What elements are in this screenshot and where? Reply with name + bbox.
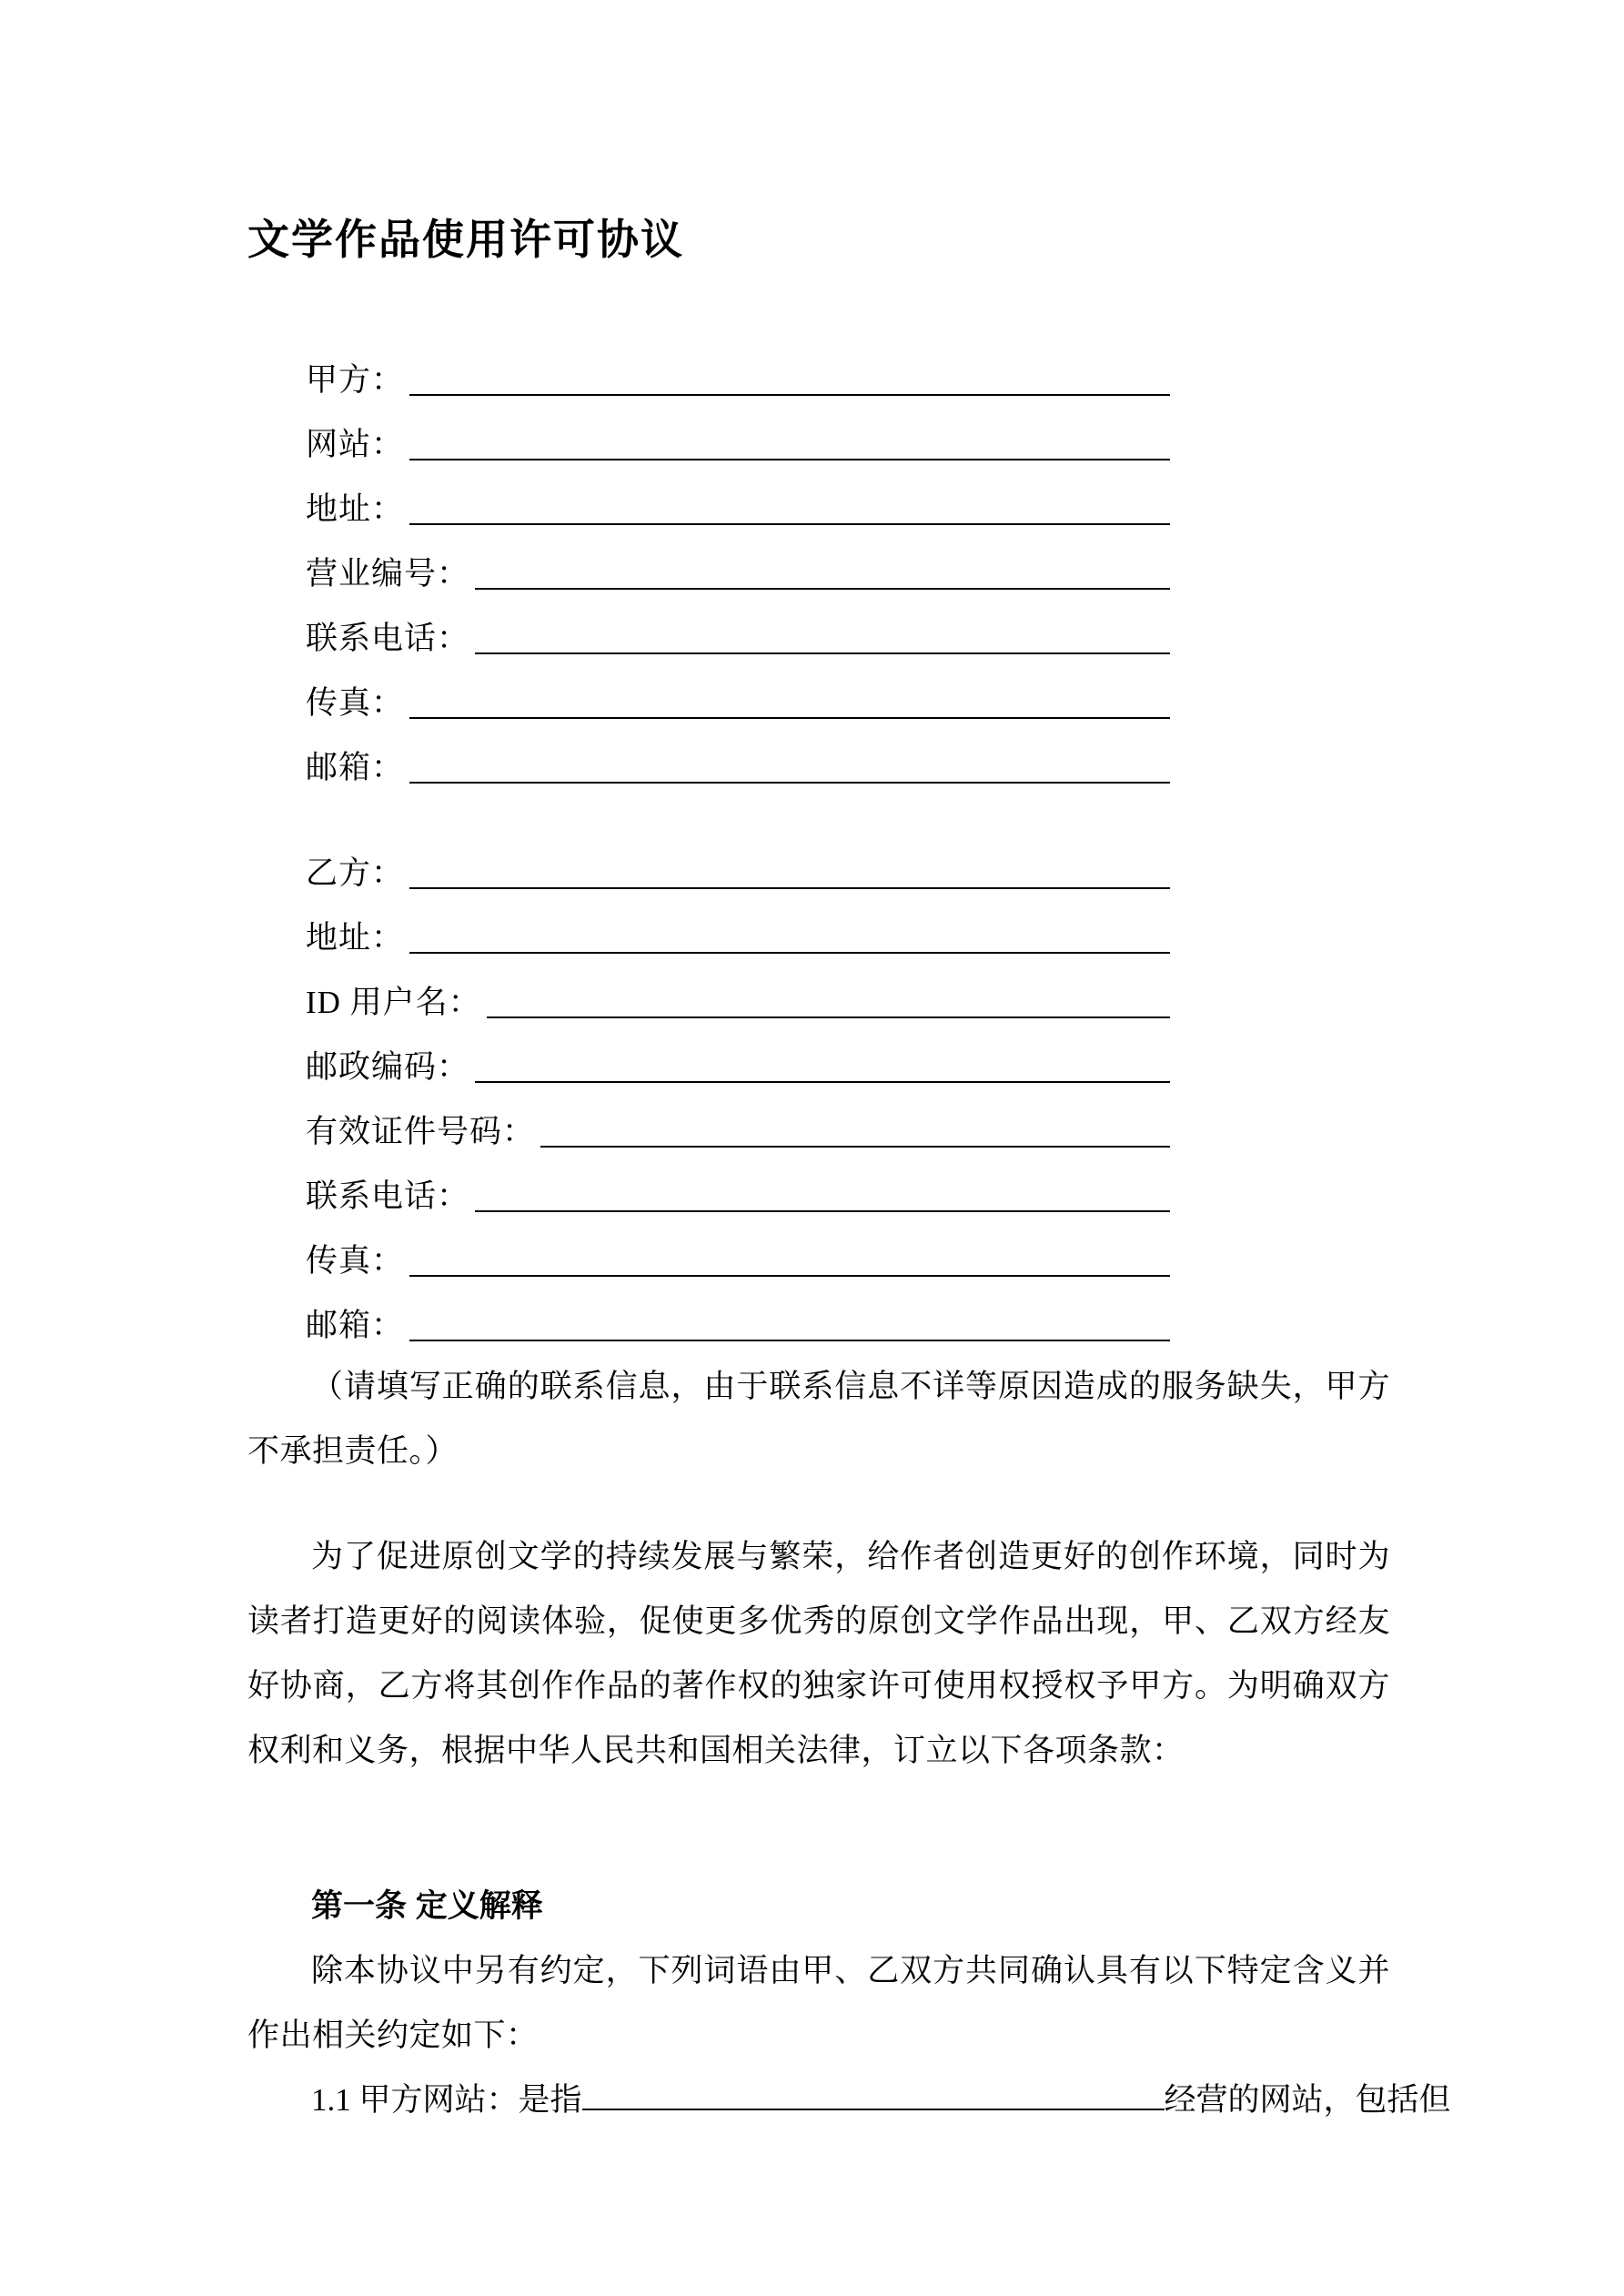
party-b-contact-block	[306, 835, 1170, 1352]
party-a-website-label: 网站：	[306, 427, 405, 462]
clause-1-1-prefix: 1.1 甲方网站：是指	[311, 2082, 582, 2118]
clause-1-1-suffix: 经营的网站，包括但	[1164, 2082, 1451, 2118]
party-a-business-number-blank-field[interactable]	[475, 588, 1170, 590]
party-b-postal-code-row	[306, 1029, 1170, 1094]
clause-1-1	[247, 2068, 1451, 2132]
party-a-email-label: 邮箱：	[306, 750, 405, 785]
party-a-phone-blank-field[interactable]	[475, 652, 1170, 654]
party-a-contact-block	[306, 342, 1170, 794]
party-a-business-number-row	[306, 536, 1170, 601]
party-a-business-number-label: 营业编号：	[306, 556, 470, 592]
clause-1-1-blank-field[interactable]	[582, 2079, 1165, 2110]
party-a-fax-label: 传真：	[306, 685, 405, 721]
party-a-fax-blank-field[interactable]	[409, 717, 1170, 719]
document-title: 文学作品使用许可协议	[247, 216, 684, 263]
party-b-phone-blank-field[interactable]	[475, 1210, 1170, 1212]
party-b-address-row	[306, 900, 1170, 965]
party-b-user-id-row	[306, 965, 1170, 1029]
party-a-address-row	[306, 471, 1170, 536]
party-b-postal-code-label: 邮政编码：	[306, 1049, 470, 1085]
party-b-fax-blank-field[interactable]	[409, 1275, 1170, 1277]
party-a-name-blank-field[interactable]	[409, 394, 1170, 396]
party-b-user-id-blank-field[interactable]	[487, 1017, 1170, 1018]
party-b-name-blank-field[interactable]	[409, 887, 1170, 889]
party-a-name-row	[306, 342, 1170, 407]
section-1-heading: 第一条 定义解释	[311, 1888, 543, 1924]
party-b-email-blank-field[interactable]	[409, 1340, 1170, 1341]
party-b-user-id-label: ID 用户名：	[306, 985, 481, 1020]
party-b-email-label: 邮箱：	[306, 1308, 405, 1343]
party-b-phone-label: 联系电话：	[306, 1178, 470, 1214]
party-a-fax-row	[306, 665, 1170, 730]
section-1-paragraph: 除本协议中另有约定，下列词语由甲、乙双方共同确认具有以下特定含义并作出相关约定如下：	[247, 1953, 1390, 2053]
party-a-address-label: 地址：	[306, 491, 405, 527]
party-b-id-number-blank-field[interactable]	[540, 1146, 1170, 1148]
party-b-fax-label: 传真：	[306, 1243, 405, 1279]
party-b-address-blank-field[interactable]	[409, 952, 1170, 954]
party-b-phone-row	[306, 1158, 1170, 1223]
party-a-address-blank-field[interactable]	[409, 523, 1170, 525]
agreement-preamble: 为了促进原创文学的持续发展与繁荣，给作者创造更好的创作环境，同时为读者打造更好的阅读体验，促使更多优秀的原创文学作品出现，甲、乙双方经友好协商，乙方将其创作作品的著作权的独家许可使用权授权予甲方。为明确双方权利和义务，根据中华人民共和国相关法律，订立以下各项条款：	[247, 1539, 1390, 1768]
party-a-email-row	[306, 730, 1170, 794]
party-a-email-blank-field[interactable]	[409, 782, 1170, 784]
party-b-postal-code-blank-field[interactable]	[475, 1081, 1170, 1083]
party-b-name-row	[306, 835, 1170, 900]
party-a-name-label: 甲方：	[306, 362, 405, 398]
party-b-email-row	[306, 1288, 1170, 1352]
party-a-website-blank-field[interactable]	[409, 459, 1170, 460]
party-a-phone-label: 联系电话：	[306, 621, 470, 656]
party-b-name-label: 乙方：	[306, 855, 405, 891]
party-b-fax-row	[306, 1223, 1170, 1288]
party-a-website-row	[306, 407, 1170, 471]
party-b-id-number-row	[306, 1094, 1170, 1158]
party-b-id-number-label: 有效证件号码：	[306, 1114, 536, 1149]
contact-info-disclaimer: （请填写正确的联系信息，由于联系信息不详等原因造成的服务缺失，甲方不承担责任。）	[247, 1369, 1390, 1469]
party-a-phone-row	[306, 601, 1170, 665]
party-b-address-label: 地址：	[306, 920, 405, 956]
